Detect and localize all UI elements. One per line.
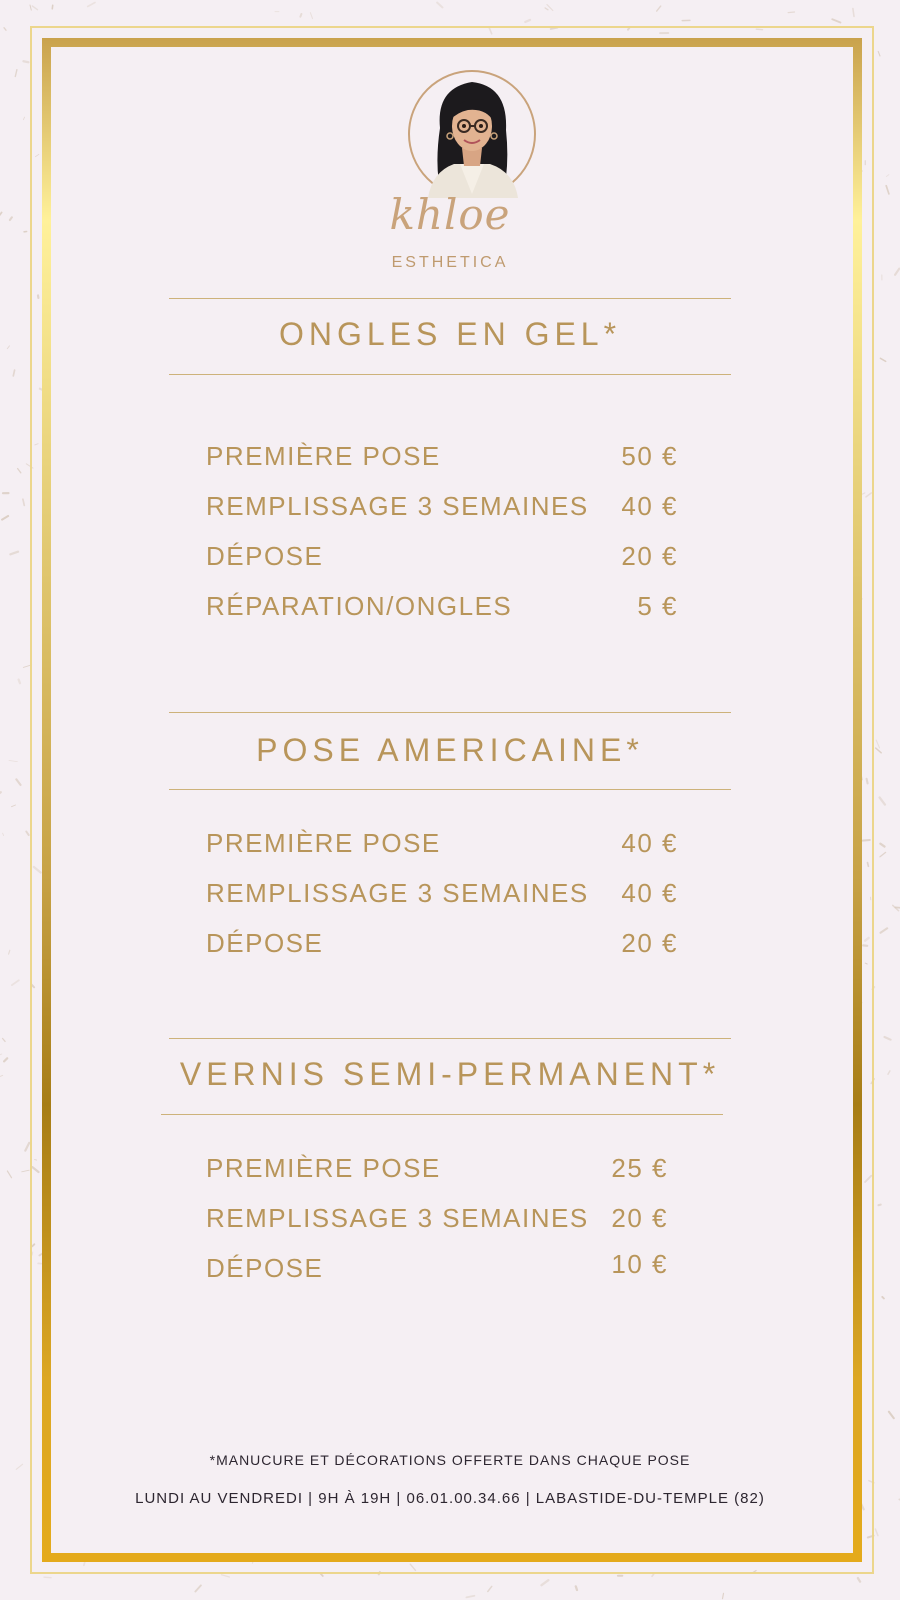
section-title-vernis-semi-permanent: VERNIS SEMI-PERMANENT* xyxy=(179,1056,721,1092)
price-row xyxy=(206,491,678,527)
service-price: 40 € xyxy=(621,828,678,858)
price-row xyxy=(206,1153,668,1189)
service-label: PREMIÈRE POSE xyxy=(206,828,441,858)
section-divider xyxy=(169,712,731,713)
service-price: 20 € xyxy=(621,541,678,571)
service-label: DÉPOSE xyxy=(206,1253,324,1283)
service-price: 10 € xyxy=(611,1249,668,1279)
section-divider xyxy=(169,1038,731,1039)
price-row xyxy=(206,928,678,964)
service-label: PREMIÈRE POSE xyxy=(206,1153,441,1183)
service-label: DÉPOSE xyxy=(206,928,324,958)
service-price: 40 € xyxy=(621,491,678,521)
service-label: RÉPARATION/ONGLES xyxy=(206,591,513,621)
section-divider xyxy=(161,1114,723,1115)
contact-info: LUNDI AU VENDREDI | 9H À 19H | 06.01.00.34.66 | LABASTIDE-DU-TEMPLE (82) xyxy=(135,1490,765,1507)
brand-logo-script: khloe xyxy=(389,190,511,239)
service-price: 5 € xyxy=(637,591,678,621)
service-label: REMPLISSAGE 3 SEMAINES xyxy=(206,491,589,521)
price-row xyxy=(206,878,678,914)
section-divider xyxy=(169,789,731,790)
price-row xyxy=(206,1249,668,1289)
price-row xyxy=(206,441,678,477)
avatar-icon xyxy=(406,68,538,200)
service-price: 20 € xyxy=(611,1203,668,1233)
price-row xyxy=(206,541,678,577)
footnote: *MANUCURE ET DÉCORATIONS OFFERTE DANS CHAQUE POSE xyxy=(209,1452,691,1468)
service-price: 20 € xyxy=(621,928,678,958)
service-label: REMPLISSAGE 3 SEMAINES xyxy=(206,1203,589,1233)
brand-subtitle: ESTHETICA xyxy=(391,254,509,271)
service-label: PREMIÈRE POSE xyxy=(206,441,441,471)
section-divider xyxy=(169,374,731,375)
price-row xyxy=(206,1203,668,1239)
price-row xyxy=(206,828,678,864)
service-price: 40 € xyxy=(621,878,678,908)
section-title-ongles-en-gel: ONGLES EN GEL* xyxy=(278,316,622,352)
section-divider xyxy=(169,298,731,299)
section-title-pose-americaine: POSE AMERICAINE* xyxy=(256,732,644,768)
service-price: 25 € xyxy=(611,1153,668,1183)
service-label: REMPLISSAGE 3 SEMAINES xyxy=(206,878,589,908)
service-price: 50 € xyxy=(621,441,678,471)
price-row xyxy=(206,591,678,627)
service-label: DÉPOSE xyxy=(206,541,324,571)
